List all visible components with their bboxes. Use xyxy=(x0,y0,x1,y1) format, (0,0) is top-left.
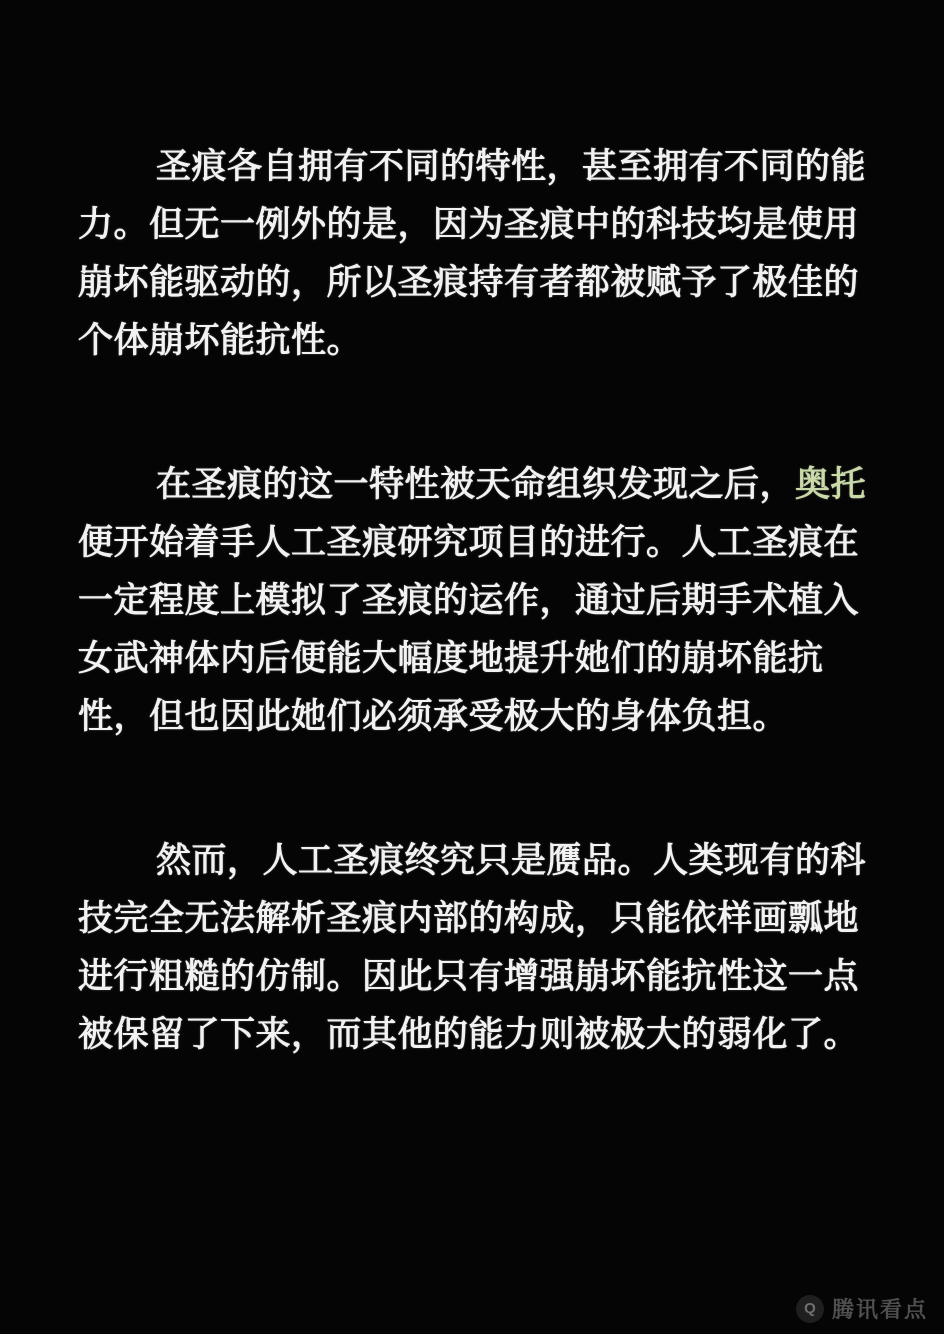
paragraph-2-lead: 在圣痕的这一特性被天命组织发现之后， xyxy=(156,465,796,504)
watermark xyxy=(796,1293,928,1324)
paragraph-1: 圣痕各自拥有不同的特性，甚至拥有不同的能力。但无一例外的是，因为圣痕中的科技均是使用崩坏能驱动的，所以圣痕持有者都被赋予了极佳的个体崩坏能抗性。 xyxy=(78,147,867,360)
paragraph-3: 然而，人工圣痕终究只是赝品。人类现有的科技完全无法解析圣痕内部的构成，只能依样画瓢地进行粗糙的仿制。因此只有增强崩坏能抗性这一点被保留了下来，而其他的能力则被极大的弱化了。 xyxy=(78,841,867,1054)
text-content xyxy=(78,138,868,1064)
watermark-label: 腾讯看点 xyxy=(831,1297,928,1322)
paragraph-2-tail: 便开始着手人工圣痕研究项目的进行。人工圣痕在一定程度上模拟了圣痕的运作，通过后期手术植入女武神体内后便能大幅度地提升她们的崩坏能抗性，但也因此她们必须承受极大的身体负担。 xyxy=(78,523,860,736)
paragraph-2 xyxy=(78,456,868,746)
watermark-logo-icon: Q xyxy=(796,1295,824,1323)
highlighted-name-otto: 奥托 xyxy=(795,465,867,504)
